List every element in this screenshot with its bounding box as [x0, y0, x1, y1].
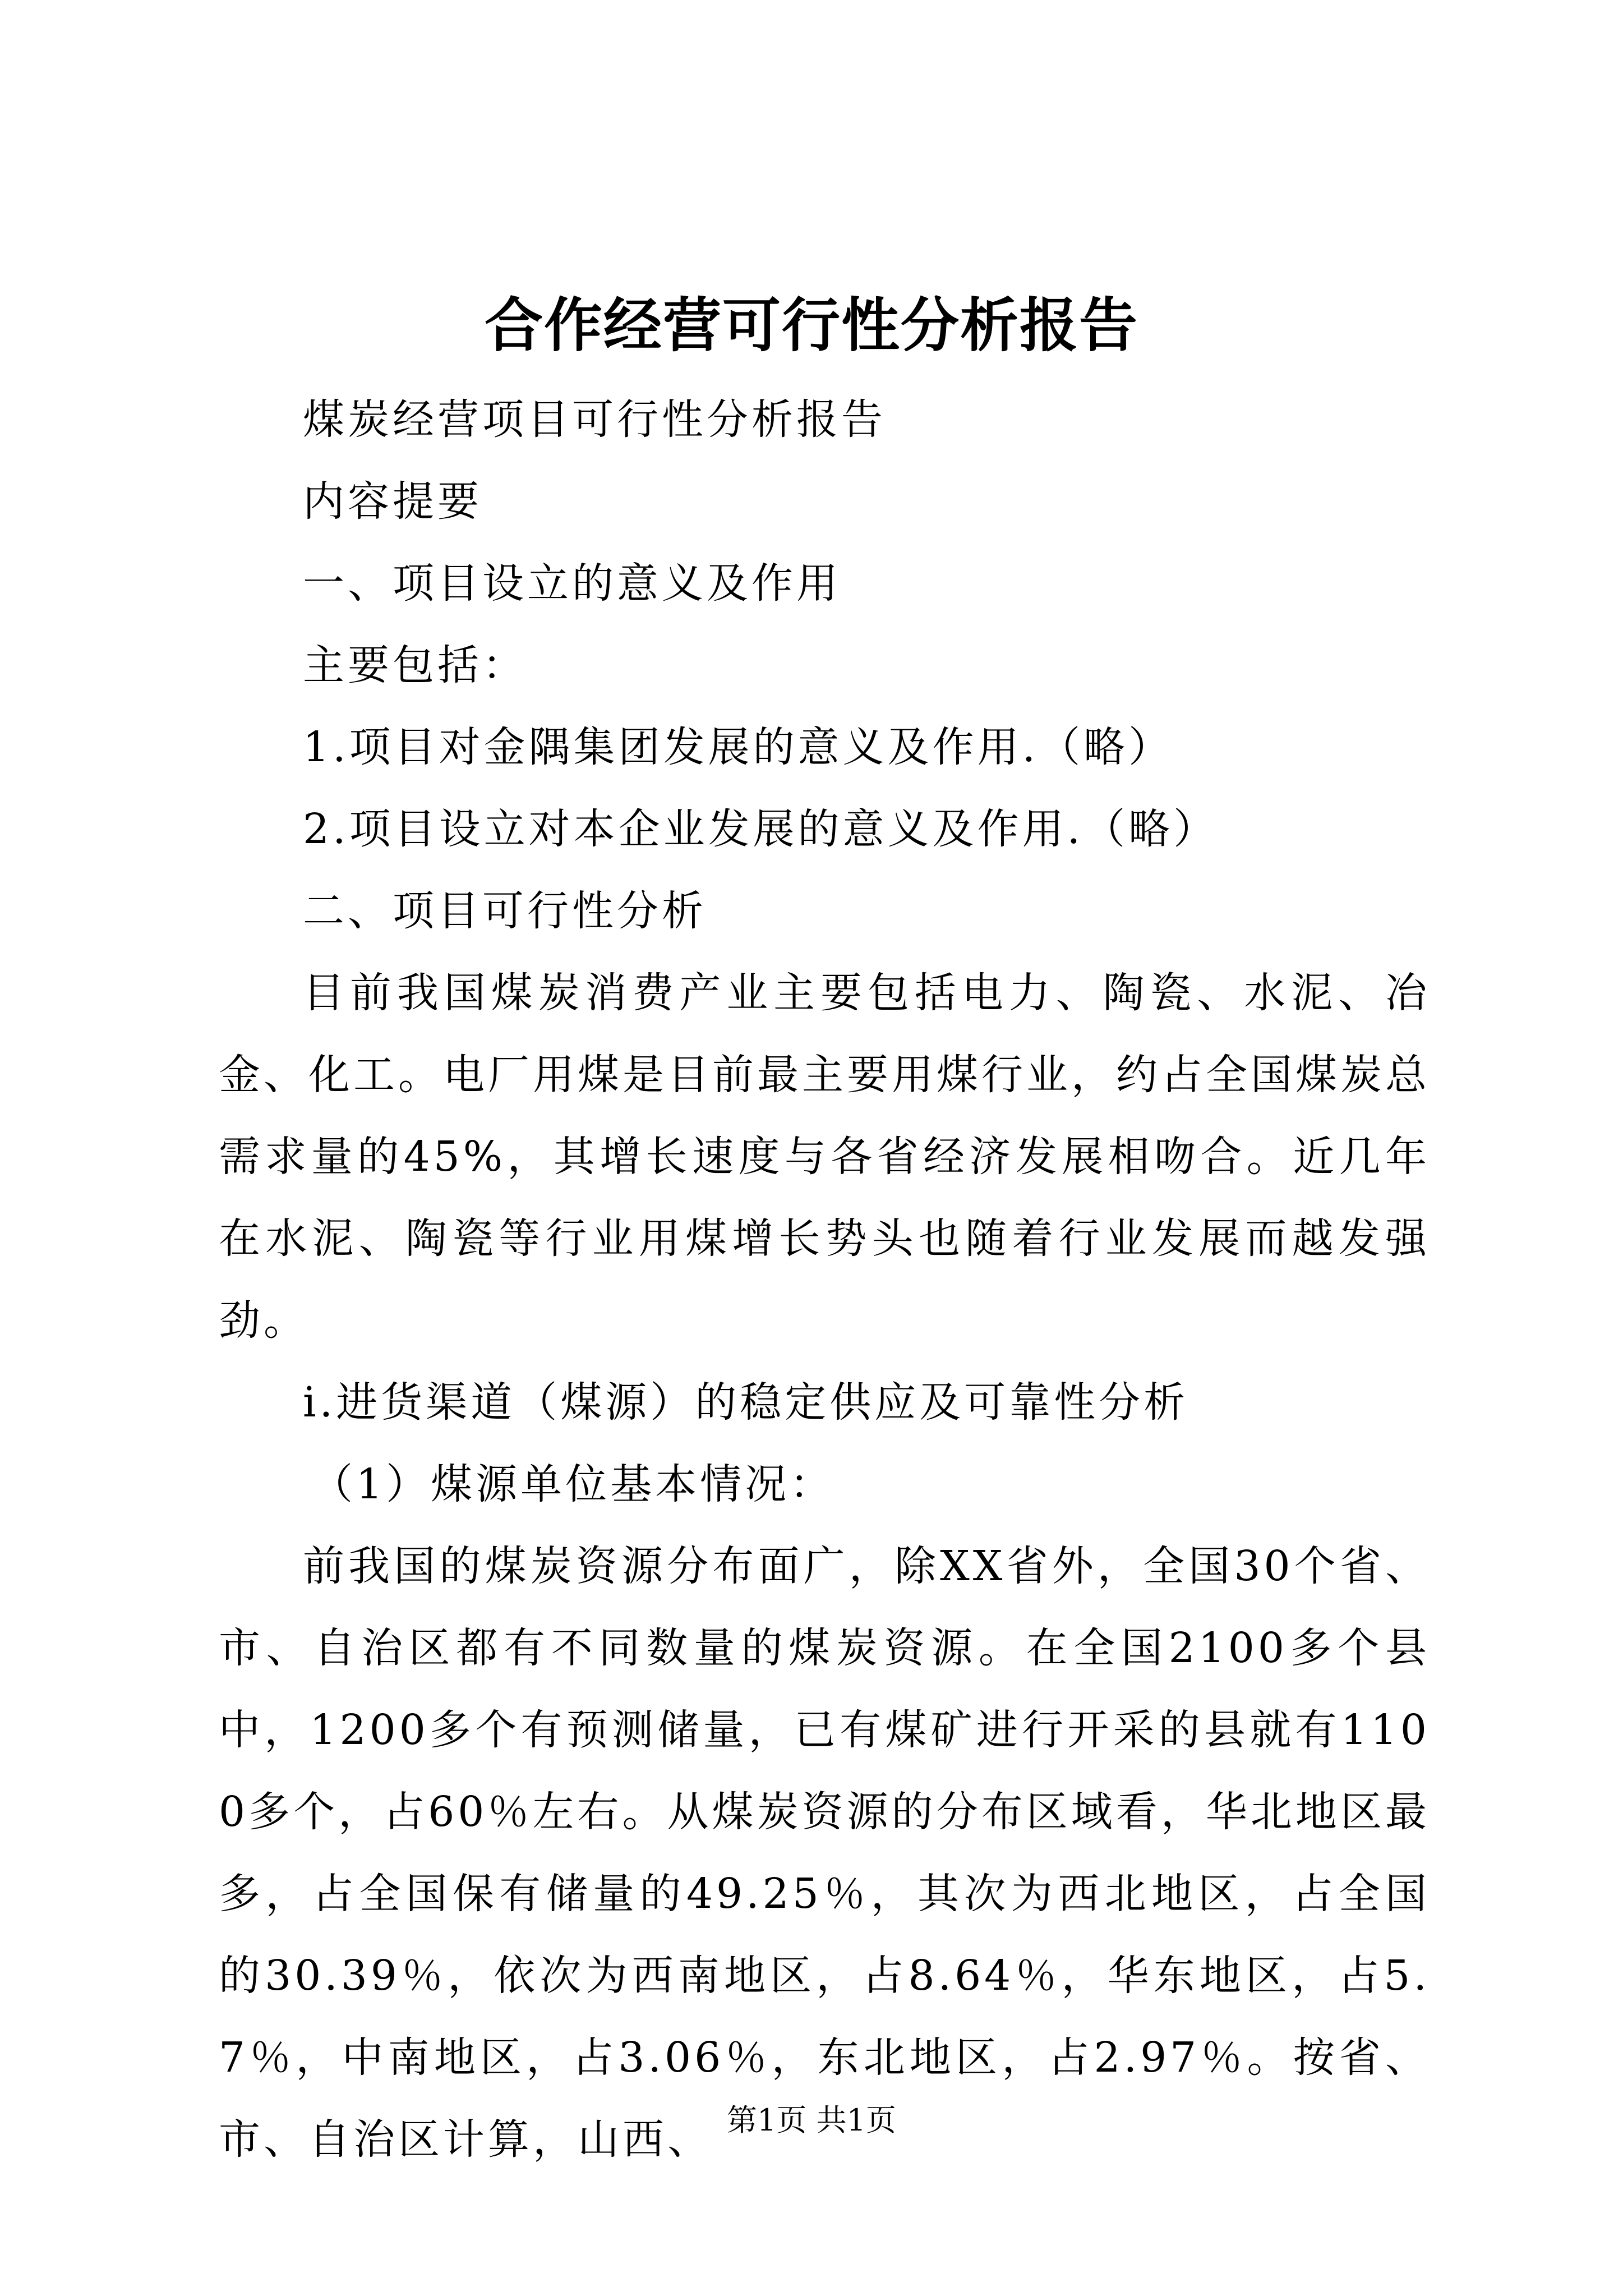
paragraph-subtitle: 煤炭经营项目可行性分析报告 [303, 395, 886, 444]
section-heading-2: 二、项目可行性分析 [303, 887, 707, 935]
paragraph-coal-resources: 前我国的煤炭资源分布面广，除XX省外，全国30个省、市、自治区都有不同数量的煤炭资源。在全国2100多个县中，1200多个有预测储量，已有煤矿进行开采的县就有1100多个，占60％左右。从煤炭资源的分布区域看，华北地区最多，占全国保有储量的49.25％，其次为西北地区，占全国的30.39％，依次为西南地区，占8.64％，华东地区，占5.7％，中南地区，占3.06％，东北地区，占2.97％。按省、市、自治区计算，山西、 [219, 1542, 1430, 2164]
list-item-1: 1.项目对金隅集团发展的意义及作用.（略） [303, 723, 1174, 771]
document-body [219, 379, 1430, 2180]
paragraph-summary-heading: 内容提要 [303, 477, 482, 526]
paragraph-coal-consumption: 目前我国煤炭消费产业主要包括电力、陶瓷、水泥、冶金、化工。电厂用煤是目前最主要用煤行业，约占全国煤炭总需求量的45%，其增长速度与各省经济发展相吻合。近几年在水泥、陶瓷等行业用煤增长势头也随着行业发展而越发强劲。 [219, 969, 1430, 1345]
document-title: 合作经营可行性分析报告 [484, 291, 1138, 360]
paragraph-includes: 主要包括： [303, 641, 527, 689]
subsection-heading-1: （1）煤源单位基本情况： [311, 1460, 835, 1508]
page-footer: 第1页 共1页 [727, 2102, 896, 2138]
section-heading-1: 一、项目设立的意义及作用 [303, 559, 841, 608]
subsection-heading-i: i.进货渠道（煤源）的稳定供应及可靠性分析 [303, 1378, 1189, 1427]
list-item-2: 2.项目设立对本企业发展的意义及作用.（略） [303, 805, 1219, 853]
